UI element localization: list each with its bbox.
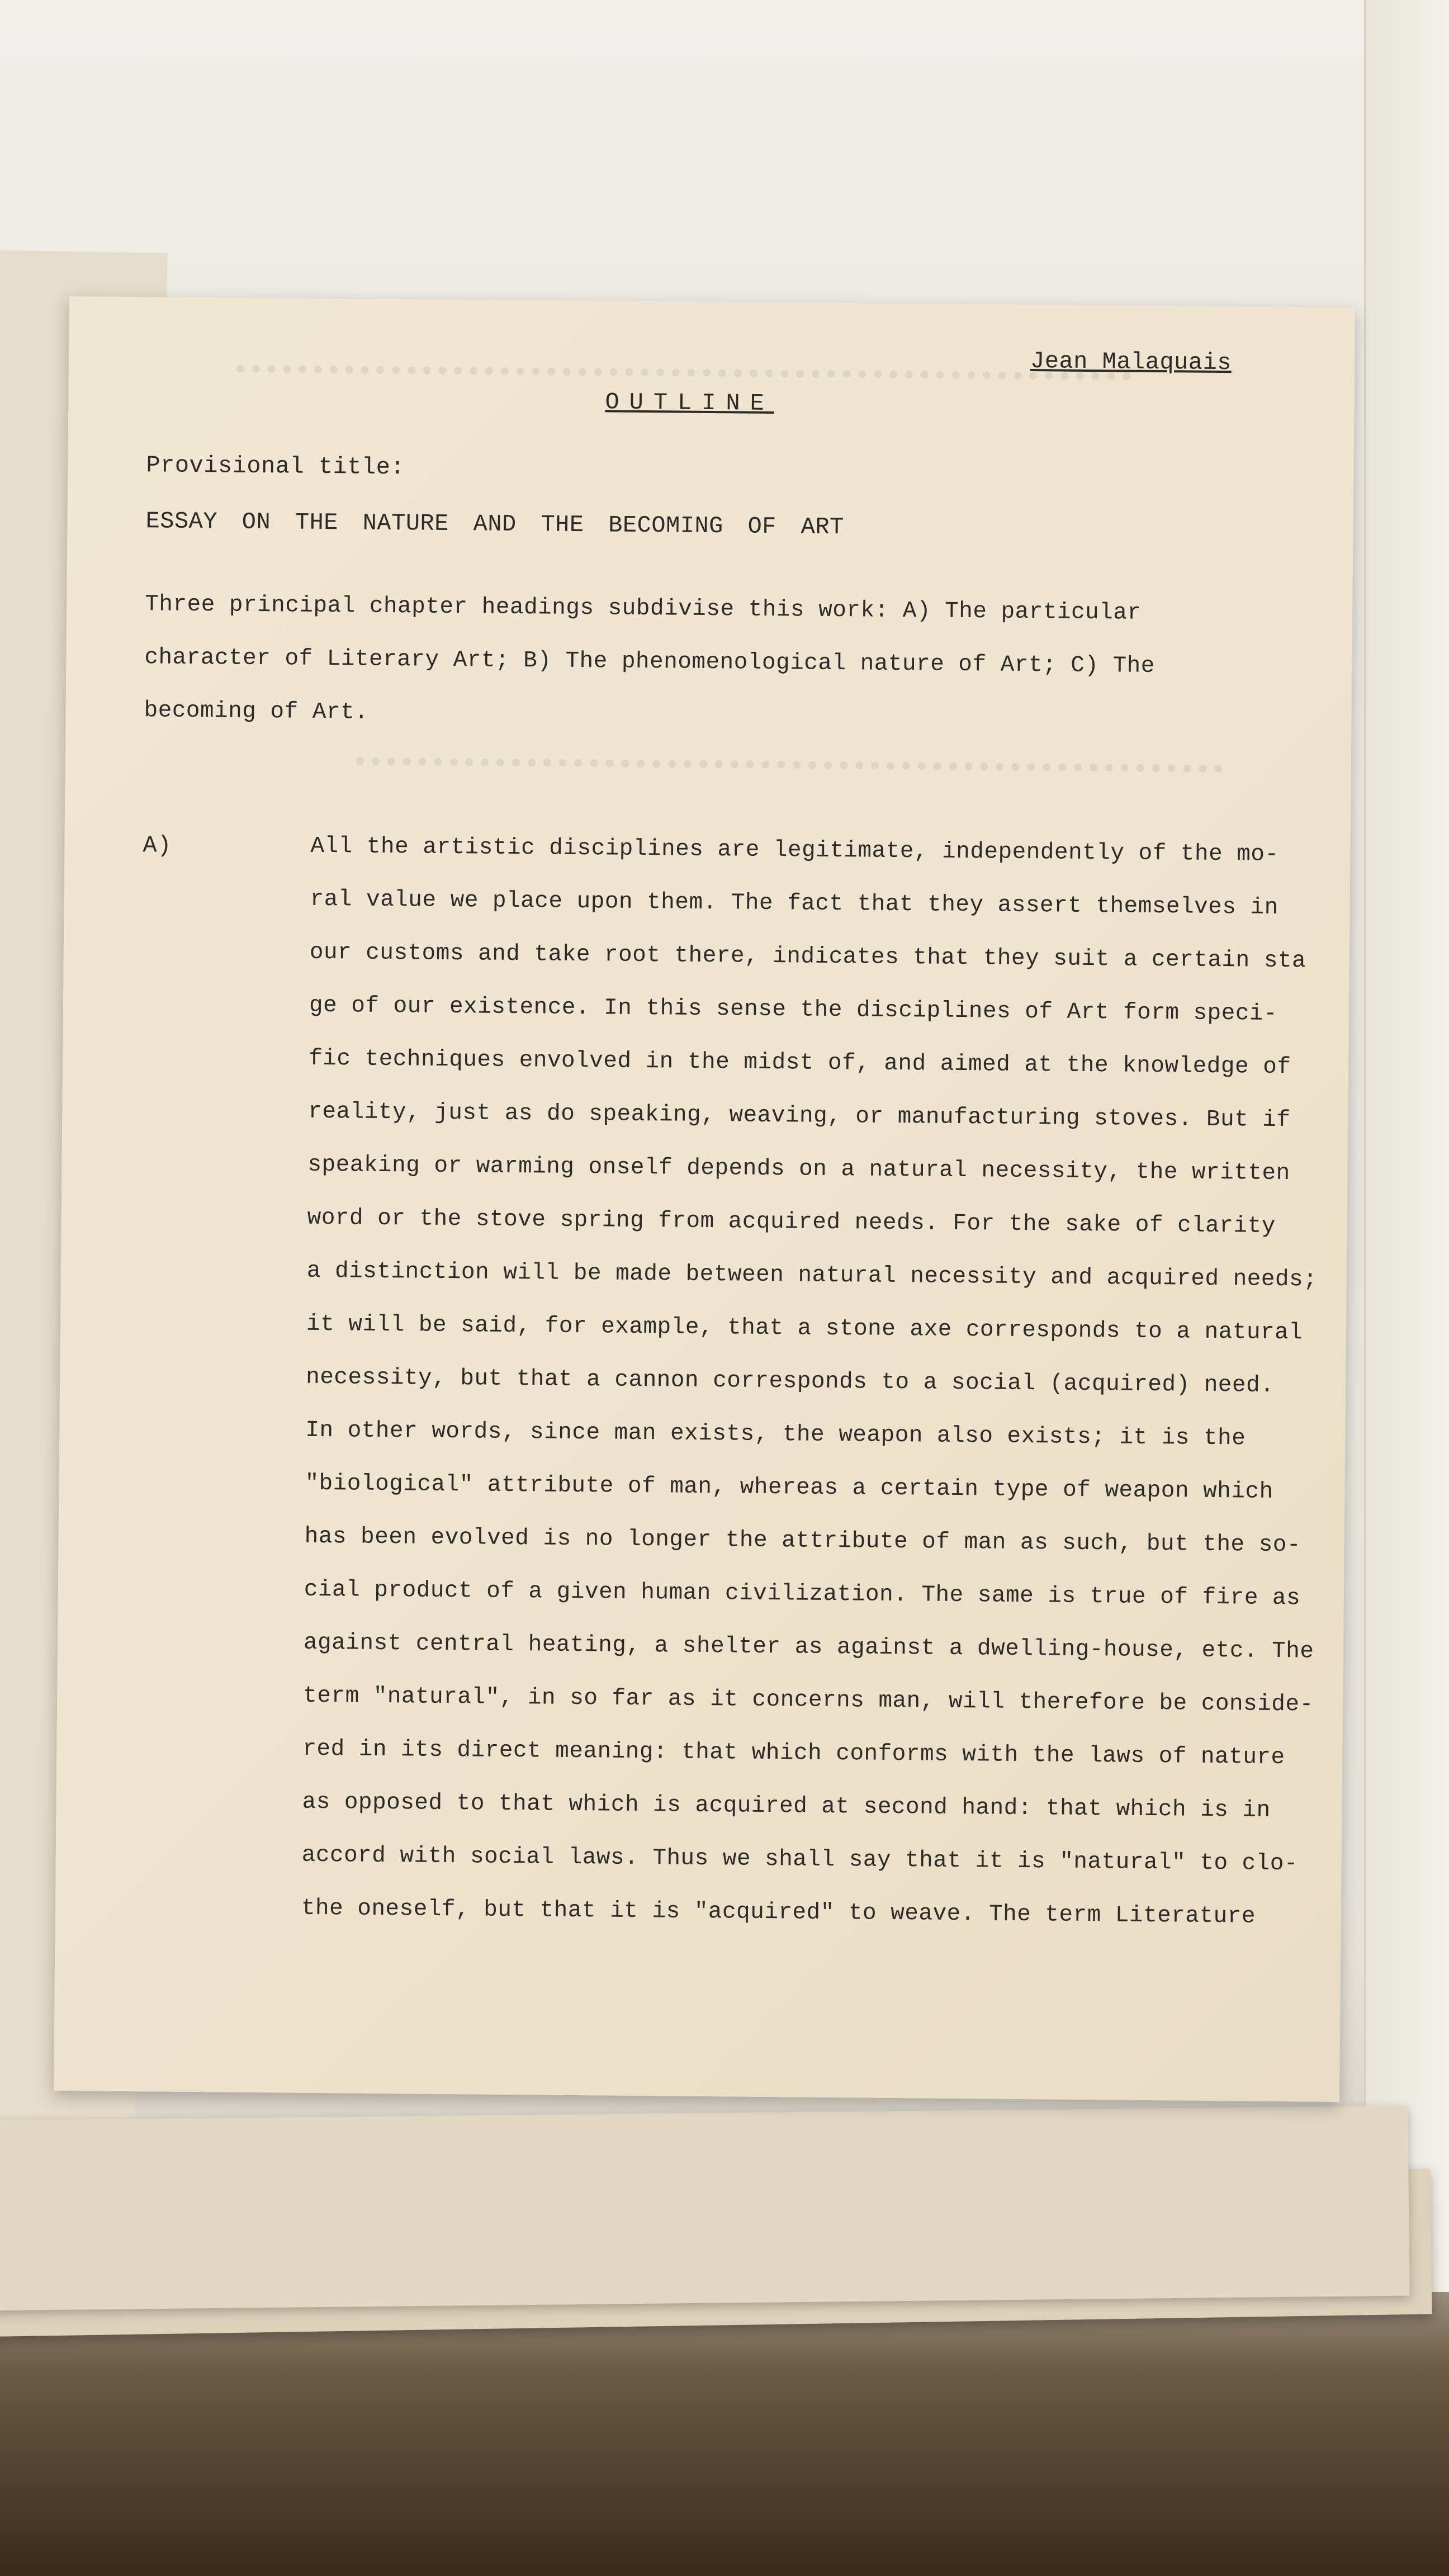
intro-line: Three principal chapter headings subdivise this work: A) The particular (145, 591, 1142, 626)
paragraph-line: a distinction will be made between natural necessity and acquired needs; (306, 1258, 1318, 1293)
paragraph-line: word or the stove spring from acquired needs. For the sake of clarity (307, 1205, 1276, 1239)
paragraph-line: against central heating, a shelter as against a dwelling-house, etc. The (303, 1630, 1314, 1665)
outline-heading: OUTLINE (605, 389, 775, 418)
paragraph-line: ge of our existence. In this sense the disciplines of Art form speci- (309, 992, 1278, 1027)
paragraph-line: In other words, since man exists, the weapon also exists; it is the (305, 1417, 1246, 1452)
paragraph-line: speaking or warming onself depends on a natural necessity, the written (307, 1152, 1290, 1187)
paragraph-line: term "natural", in so far as it concerns man, will therefore be conside- (303, 1683, 1314, 1718)
binder-strip (1364, 0, 1449, 2292)
provisional-title-label: Provisional title: (146, 452, 405, 481)
paragraph-line: accord with social laws. Thus we shall say that it is "natural" to clo- (301, 1842, 1299, 1877)
underlying-sheet (0, 2106, 1410, 2311)
author-name: Jean Malaquais (1030, 348, 1232, 377)
paragraph-line: fic techniques envolved in the midst of, and aimed at the knowledge of (308, 1045, 1291, 1081)
paragraph-line: necessity, but that a cannon corresponds to a social (acquired) need. (305, 1364, 1275, 1399)
paragraph-line: ral value we place upon them. The fact that they assert themselves in (310, 886, 1278, 921)
paragraph-line: has been evolved is no longer the attribute of man as such, but the so- (304, 1523, 1301, 1559)
paragraph-line: the oneself, but that it is "acquired" to weave. The term Literature (301, 1895, 1256, 1930)
paragraph-line: it will be said, for example, that a stone axe corresponds to a natural (306, 1311, 1303, 1346)
paragraph-line: cial product of a given human civilization. The same is true of fire as (304, 1576, 1301, 1612)
paragraph-line: "biological" attribute of man, whereas a certain type of weapon which (305, 1470, 1273, 1505)
intro-line: becoming of Art. (144, 698, 369, 726)
paragraph-line: red in its direct meaning: that which conforms with the laws of nature (302, 1736, 1285, 1771)
bleed-through (356, 757, 1222, 790)
intro-line: character of Literary Art; B) The phenomenological nature of Art; C) The (144, 645, 1156, 679)
section-marker: A) (143, 832, 172, 859)
paragraph-line: All the artistic disciplines are legitimate, independently of the mo- (310, 833, 1279, 868)
paragraph-line: our customs and take root there, indicates that they suit a certain sta (309, 939, 1306, 974)
paragraph-line: reality, just as do speaking, weaving, or manufacturing stoves. But if (308, 1098, 1291, 1134)
typed-page (54, 296, 1355, 2102)
paragraph-line: as opposed to that which is acquired at second hand: that which is in (302, 1789, 1271, 1824)
provisional-title: ESSAY ON THE NATURE AND THE BECOMING OF ART (145, 508, 844, 541)
